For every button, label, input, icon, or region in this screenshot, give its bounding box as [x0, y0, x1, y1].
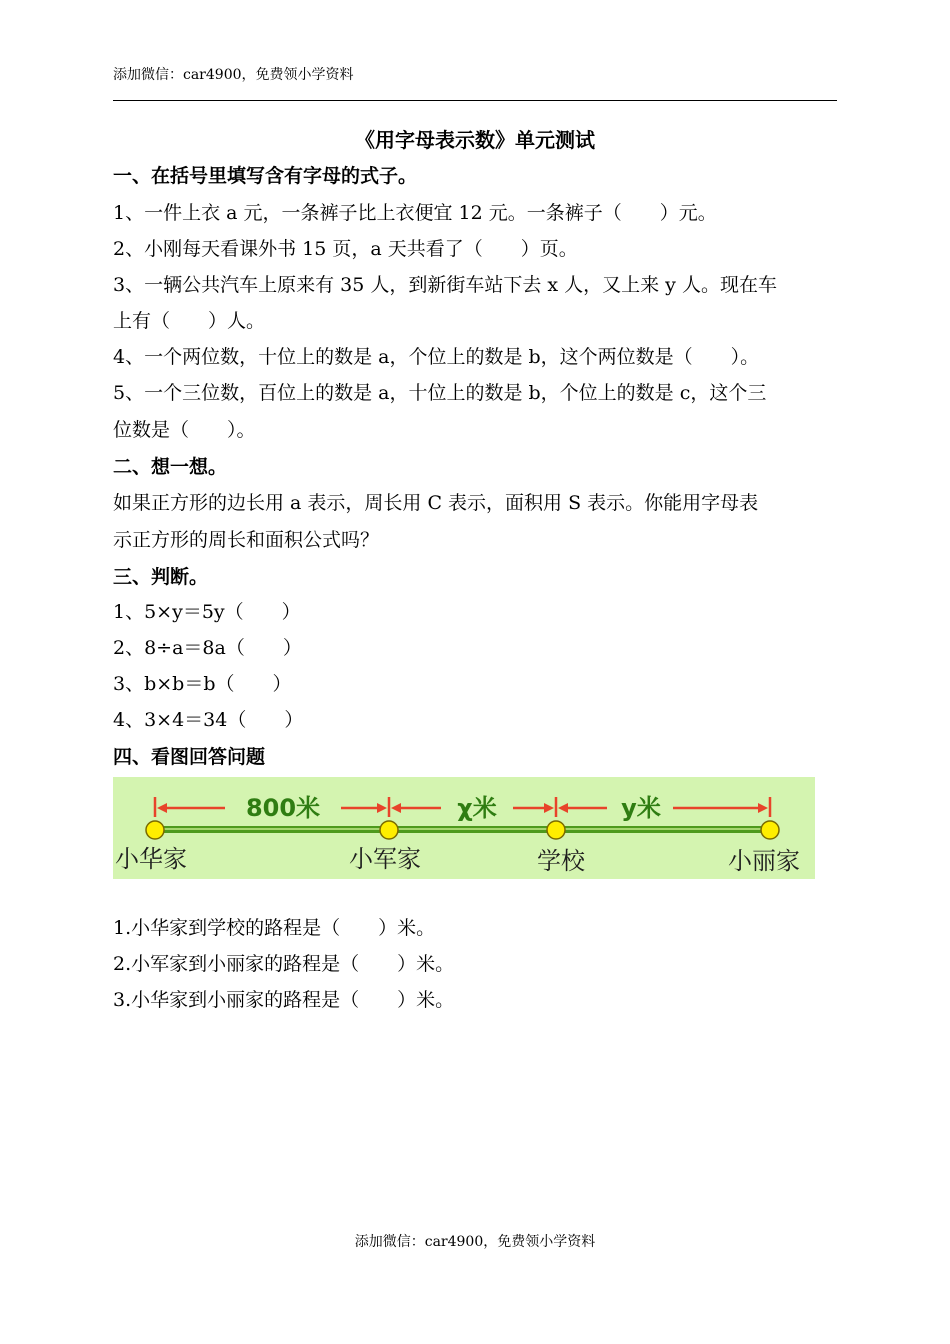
- section2-text-line2: 示正方形的周长和面积公式吗？: [113, 529, 380, 551]
- question-1-5-line1: 5、一个三位数，百位上的数是 a，十位上的数是 b，个位上的数是 c，这个三: [113, 382, 767, 404]
- page-title: 《用字母表示数》单元测试: [355, 128, 595, 152]
- diagram-question-1: 1.小华家到学校的路程是（ ）米。: [113, 917, 436, 939]
- segment-label-2: χ米: [457, 794, 497, 822]
- road-highlight: [153, 828, 771, 830]
- arrowhead-seg2-right: [544, 803, 554, 813]
- judge-item-3: 3、b×b＝b（ ）: [113, 673, 292, 695]
- question-1-5-line2: 位数是（ ）。: [113, 419, 256, 441]
- arrowhead-seg2-left: [391, 803, 401, 813]
- question-1-3-line2: 上有（ ）人。: [113, 310, 266, 332]
- diagram-question-2: 2.小军家到小丽家的路程是（ ）米。: [113, 953, 455, 975]
- distance-diagram: [113, 777, 815, 879]
- question-1-1: 1、一件上衣 a 元，一条裤子比上衣便宜 12 元。一条裤子（ ）元。: [113, 202, 717, 224]
- point-school: [547, 821, 565, 839]
- point-xiaohua: [146, 821, 164, 839]
- place-label-xiaojun: 小军家: [349, 845, 421, 873]
- judge-item-4: 4、3×4＝34（ ）: [113, 709, 304, 731]
- section3-heading: 三、判断。: [113, 566, 209, 588]
- section4-heading: 四、看图回答问题: [113, 746, 266, 768]
- section2-heading: 二、想一想。: [113, 456, 228, 478]
- place-label-xiaohua: 小华家: [115, 845, 187, 873]
- judge-item-1: 1、5×y＝5y（ ）: [113, 601, 301, 623]
- header-divider: [113, 100, 837, 101]
- point-xiaojun: [380, 821, 398, 839]
- section1-heading: 一、在括号里填写含有字母的式子。: [113, 165, 418, 187]
- place-label-xiaoli: 小丽家: [728, 847, 800, 875]
- arrowhead-seg1-right: [377, 803, 387, 813]
- arrowhead-seg1-left: [157, 803, 167, 813]
- diagram-question-3: 3.小华家到小丽家的路程是（ ）米。: [113, 989, 455, 1011]
- page-header: 添加微信：car4900，免费领小学资料: [113, 67, 354, 83]
- question-1-2: 2、小刚每天看课外书 15 页，a 天共看了（ ）页。: [113, 238, 578, 260]
- arrowhead-seg3-left: [558, 803, 568, 813]
- point-xiaoli: [761, 821, 779, 839]
- place-label-school: 学校: [537, 847, 585, 875]
- question-1-4: 4、一个两位数，十位上的数是 a，个位上的数是 b，这个两位数是（ ）。: [113, 346, 760, 368]
- section2-text-line1: 如果正方形的边长用 a 表示，周长用 C 表示，面积用 S 表示。你能用字母表: [113, 492, 759, 514]
- question-1-3-line1: 3、一辆公共汽车上原来有 35 人，到新街车站下去 x 人，又上来 y 人。现在车: [113, 274, 777, 296]
- segment-label-1: 800米: [245, 794, 321, 822]
- page-footer: 添加微信：car4900，免费领小学资料: [354, 1234, 596, 1250]
- arrowhead-seg3-right: [758, 803, 768, 813]
- segment-label-3: y米: [621, 794, 661, 822]
- judge-item-2: 2、8÷a＝8a（ ）: [113, 637, 302, 659]
